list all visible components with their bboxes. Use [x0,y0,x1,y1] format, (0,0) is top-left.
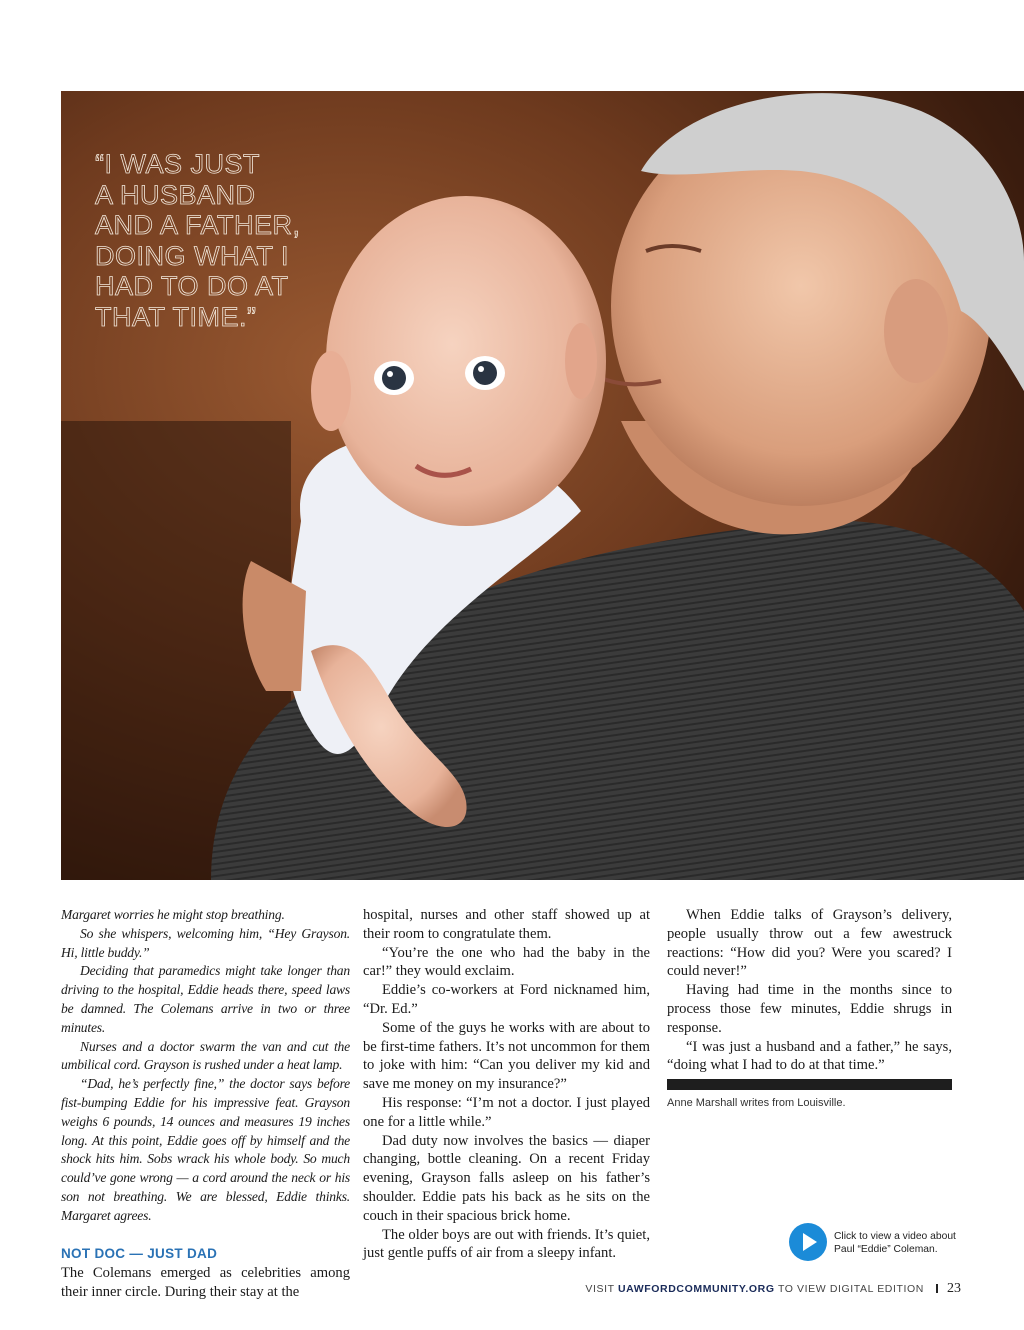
video-link-line-1: Click to view a video about [834,1231,956,1242]
paragraph: Margaret worries he might stop breathing. [61,907,285,922]
paragraph: Some of the guys he works with are about to be first-time fathers. It’s not uncommon for them to joke with him: “Can you deliver my kid and save me money on my insurance?” [363,1019,650,1093]
footer-rest-text: TO VIEW DIGITAL EDITION [774,1283,924,1295]
paragraph: “You’re the one who had the baby in the car!” they would exclaim. [363,944,650,980]
play-icon[interactable] [789,1223,827,1261]
article-column-3 [667,906,952,1075]
paragraph: The older boys are out with friends. It’s quiet, just gentle puffs of air from a sleepy infant. [363,1226,650,1262]
footer-visit-text: VISIT [585,1283,618,1295]
paragraph: His response: “I’m not a doctor. I just played one for a little while.” [363,1094,650,1130]
video-link[interactable] [834,1231,984,1256]
article-column-1 [61,906,350,1302]
paragraph: So she whispers, welcoming him, “Hey Grayson. Hi, little buddy.” [61,925,350,960]
italic-narrative [61,906,350,1226]
page-number: 23 [947,1281,961,1296]
footer-separator [936,1284,938,1293]
paragraph: Deciding that paramedics might take longer than driving to the hospital, Eddie heads there, speed laws be damned. The Colemans arrive in two or three minutes. [61,963,350,1035]
paragraph: When Eddie talks of Grayson’s delivery, people usually throw out a few awestruck reactions: “How did you? Were you scared? I could never!” [667,907,952,980]
end-rule-divider [667,1079,952,1090]
paragraph: hospital, nurses and other staff showed up at their room to congratulate them. [363,907,650,942]
paragraph: The Colemans emerged as celebrities among their inner circle. During their stay at the [61,1265,350,1301]
section-subhead: NOT DOC — JUST DAD [61,1245,218,1261]
paragraph: Nurses and a doctor swarm the van and cut the umbilical cord. Grayson is rushed under a heat lamp. [61,1038,350,1073]
pull-quote: “I WAS JUST A HUSBAND AND A FATHER, DOING WHAT I HAD TO DO AT THAT TIME.” [95,149,301,332]
page-footer [585,1281,961,1297]
paragraph: Dad duty now involves the basics — diaper changing, bottle cleaning. On a recent Friday evening, Grayson falls asleep on his father’s shoulder. Eddie pats his back as he sits on the couch in their spacious brick home. [363,1132,650,1224]
feature-photo [61,91,1024,880]
author-byline: Anne Marshall writes from Louisville. [667,1097,846,1109]
video-link-line-2: Paul “Eddie” Coleman. [834,1243,938,1255]
footer-site-link[interactable]: UAWFORDCOMMUNITY.ORG [617,1283,775,1295]
paragraph: Eddie’s co-workers at Ford nicknamed him, “Dr. Ed.” [363,982,650,1017]
paragraph: Having had time in the months since to process those few minutes, Eddie shrugs in response. [667,982,952,1036]
article-column-2 [363,906,650,1263]
paragraph: “Dad, he’s perfectly fine,” the doctor says before fist-bumping Eddie for his impressive feat. Grayson weighs 6 pounds, 14 ounces and measures 19 inches long. At this point, Eddie goes off by himself and the shock hits him. Sobs wrack his whole body. So much could’ve gone wrong — a cord around the neck or his son not breathing. We are blessed, Eddie thinks. Margaret agrees. [61,1076,350,1223]
paragraph: “I was just a husband and a father,” he says, “doing what I had to do at that time.” [667,1038,952,1074]
